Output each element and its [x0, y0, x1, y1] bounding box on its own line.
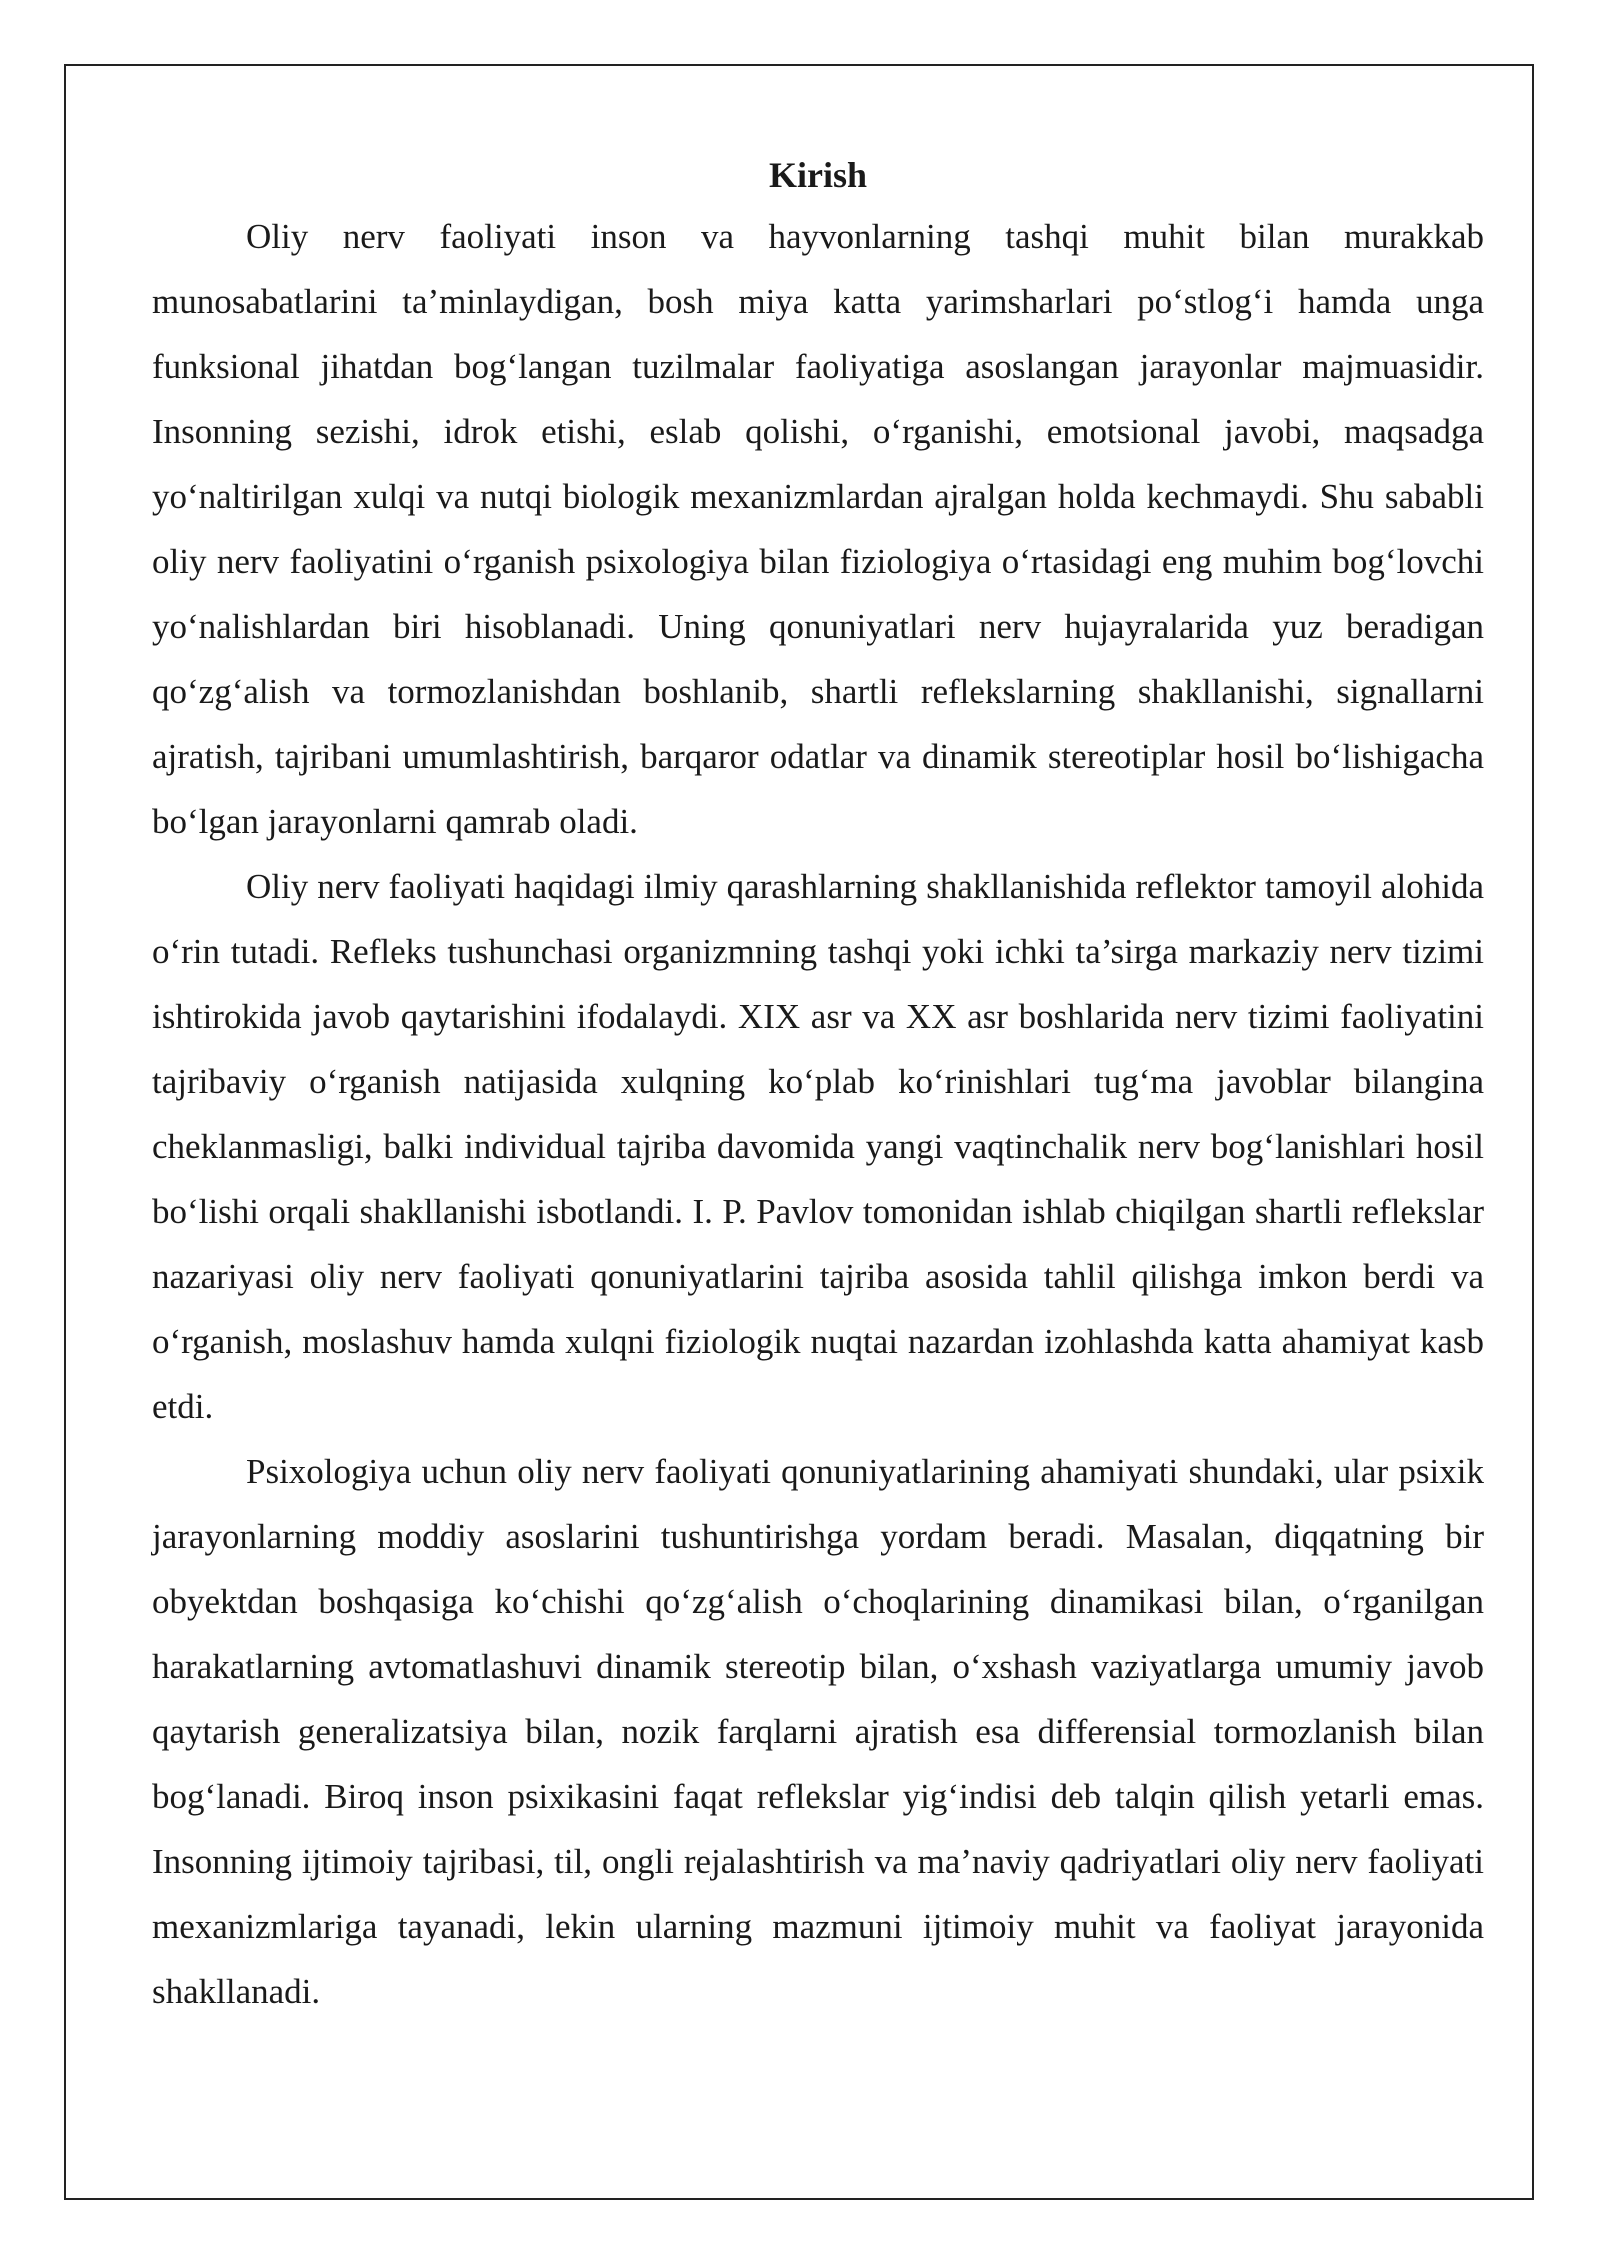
- paragraph-1: Oliy nerv faoliyati inson va hayvonlarning tashqi muhit bilan murakkab munosabatlarini ta’minlaydigan, bosh miya katta yarimsharlari po‘stlog‘i hamda unga funksional jihatdan bog‘langan tuzilmalar faoliyatiga asoslangan jarayonlar majmuasidir. Insonning sezishi, idrok etishi, eslab qolishi, o‘rganishi, emotsional javobi, maqsadga yo‘naltirilgan xulqi va nutqi biologik mexanizmlardan ajralgan holda kechmaydi. Shu sababli oliy nerv faoliyatini o‘rganish psixologiya bilan fiziologiya o‘rtasidagi eng muhim bog‘lovchi yo‘nalishlardan biri hisoblanadi. Uning qonuniyatlari nerv hujayralarida yuz beradigan qo‘zg‘alish va tormozlanishdan boshlanib, shartli reflekslarning shakllanishi, signallarni ajratish, tajribani umumlashtirish, barqaror odatlar va dinamik stereotiplar hosil bo‘lishigacha bo‘lgan jarayonlarni qamrab oladi.: [152, 217, 1484, 841]
- paragraph-3: Psixologiya uchun oliy nerv faoliyati qonuniyatlarining ahamiyati shundaki, ular psixik jarayonlarning moddiy asoslarini tushuntirishga yordam beradi. Masalan, diqqatning bir obyektdan boshqasiga ko‘chishi qo‘zg‘alish o‘choqlarining dinamikasi bilan, o‘rganilgan harakatlarning avtomatlashuvi dinamik stereotip bilan, o‘xshash vaziyatlarga umumiy javob qaytarish generalizatsiya bilan, nozik farqlarni ajratish esa differensial tormozlanish bilan bog‘lanadi. Biroq inson psixikasini faqat reflekslar yig‘indisi deb talqin qilish yetarli emas. Insonning ijtimoiy tajribasi, til, ongli rejalashtirish va ma’naviy qadriyatlari oliy nerv faoliyati mexanizmlariga tayanadi, lekin ularning mazmuni ijtimoiy muhit va faoliyat jarayonida shakllanadi.: [152, 1452, 1484, 2011]
- paragraph-2: Oliy nerv faoliyati haqidagi ilmiy qarashlarning shakllanishida reflektor tamoyil alohida o‘rin tutadi. Refleks tushunchasi organizmning tashqi yoki ichki ta’sirga markaziy nerv tizimi ishtirokida javob qaytarishini ifodalaydi. XIX asr va XX asr boshlarida nerv tizimi faoliyatini tajribaviy o‘rganish natijasida xulqning ko‘plab ko‘rinishlari tug‘ma javoblar bilangina cheklanmasligi, balki individual tajriba davomida yangi vaqtinchalik nerv bog‘lanishlari hosil bo‘lishi orqali shakllanishi isbotlandi. I. P. Pavlov tomonidan ishlab chiqilgan shartli reflekslar nazariyasi oliy nerv faoliyati qonuniyatlarini tajriba asosida tahlil qilishga imkon berdi va o‘rganish, moslashuv hamda xulqni fiziologik nuqtai nazardan izohlashda katta ahamiyat kasb etdi.: [152, 867, 1484, 1426]
- document-title: Kirish: [768, 155, 867, 195]
- document-body: [152, 140, 1484, 2024]
